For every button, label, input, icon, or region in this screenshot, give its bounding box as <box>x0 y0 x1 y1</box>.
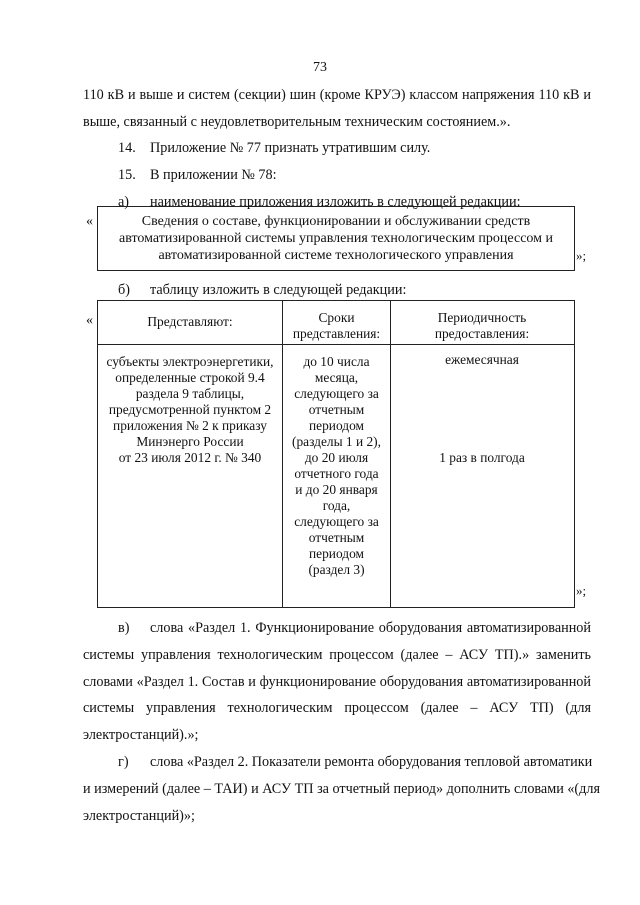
sub-b-text: таблицу изложить в следующей редакции: <box>150 282 407 298</box>
sub-v-first-line: слова «Раздел 1. Функционирование оборудования автоматизированной <box>150 620 591 636</box>
header-deadlines-line-1: Сроки <box>318 310 355 325</box>
sub-g-label: г) <box>118 754 129 770</box>
header-presenters: Представляют: <box>147 314 233 329</box>
col2-line: отчетным <box>308 402 365 417</box>
col1-line: от 23 июля 2012 г. № 340 <box>118 450 262 465</box>
col2-line: следующего за <box>294 514 379 529</box>
col2-line: месяца, <box>314 370 359 385</box>
item-15-number: 15. <box>118 167 136 183</box>
intro-line-2: выше, связанный с неудовлетворительным техническим состоянием.». <box>83 114 511 130</box>
col2-line: до 20 июля <box>304 450 369 465</box>
item-14-number: 14. <box>118 140 136 156</box>
col2-line: отчетным <box>308 530 365 545</box>
sub-v-last-line: электростанций).»; <box>83 727 199 743</box>
item-14-text: Приложение № 77 признать утратившим силу. <box>150 140 431 156</box>
col2-line: периодом <box>308 546 364 561</box>
sub-g-last-line: электростанций)»; <box>83 808 195 824</box>
col2-line: отчетного года <box>294 466 379 481</box>
table-header-divider <box>97 344 574 345</box>
col1-line: приложения № 2 к приказу <box>113 418 267 433</box>
col2-line: следующего за <box>294 386 379 401</box>
sub-a-text: наименование приложения изложить в следующей редакции: <box>150 194 521 210</box>
box-a-line-2: автоматизированной системы управления технологическим процессом и <box>119 231 553 246</box>
box-a-line-1: Сведения о составе, функционировании и обслуживании средств <box>141 214 531 229</box>
table-close: »; <box>576 583 587 598</box>
col2-line: периодом <box>308 418 364 433</box>
sub-g-first-line: слова «Раздел 2. Показатели ремонта оборудования тепловой автоматики <box>150 754 593 770</box>
col1-line: раздела 9 таблицы, <box>135 386 245 401</box>
page-number: 73 <box>313 60 327 75</box>
sub-b-label: б) <box>118 282 130 298</box>
sub-v-label: в) <box>118 620 130 636</box>
table-open-quote: « <box>86 313 93 328</box>
col1-line: Минэнерго России <box>136 434 244 449</box>
sub-v-line: системы управления технологическим процессом (далее – АСУ ТП) (для <box>83 700 591 716</box>
sub-v-line: системы управления технологическим процессом (далее – АСУ ТП).» заменить <box>83 647 591 663</box>
box-a-open-quote: « <box>86 214 93 229</box>
box-a-line-3: автоматизированной системе технологического управления <box>158 248 514 263</box>
box-a-close: »; <box>576 248 587 263</box>
col1-line: предусмотренной пунктом 2 <box>108 402 272 417</box>
intro-line-1: 110 кВ и выше и систем (секции) шин (кроме КРУЭ) классом напряжения 110 кВ и <box>83 87 591 103</box>
header-periodicity-line-1: Периодичность <box>437 310 527 325</box>
item-15-text: В приложении № 78: <box>150 167 277 183</box>
sub-v-line: словами «Раздел 1. Состав и функционирование оборудования автоматизированной <box>83 674 591 690</box>
col3-half-year: 1 раз в полгода <box>439 450 525 465</box>
sub-g-line: и измерений (далее – ТАИ) и АСУ ТП за отчетный период» дополнить словами «(для <box>83 781 600 797</box>
col1-line: определенные строкой 9.4 <box>115 370 265 385</box>
col3-monthly: ежемесячная <box>445 352 519 367</box>
header-deadlines-line-2: представления: <box>292 326 381 341</box>
col2-line: (раздел 3) <box>308 562 365 577</box>
col2-line: и до 20 января <box>295 482 378 497</box>
col2-line: до 10 числа <box>303 354 370 369</box>
header-periodicity-line-2: предоставления: <box>434 326 530 341</box>
sub-a-label: а) <box>118 194 130 210</box>
col2-line: (разделы 1 и 2), <box>292 434 381 449</box>
col1-line: субъекты электроэнергетики, <box>106 354 274 369</box>
col2-line: года, <box>322 498 351 513</box>
